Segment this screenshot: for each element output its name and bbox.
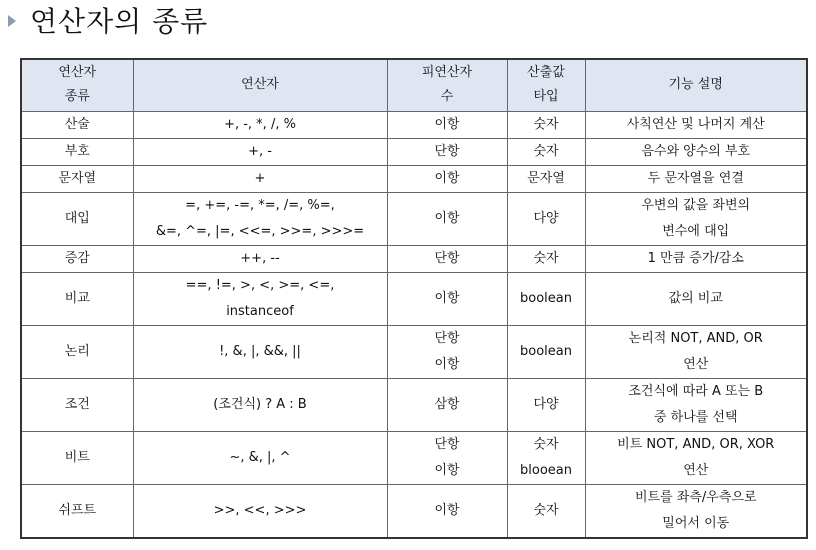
cell-description-text: 변수에 대입 <box>662 223 730 239</box>
cell-kind-text: 부호 <box>64 143 90 159</box>
cell-kind <box>21 165 133 192</box>
cell-kind-text: 비트 <box>64 449 90 465</box>
cell-result-type-text: 다양 <box>533 396 559 412</box>
cell-result-type-text: boolean <box>520 343 572 359</box>
cell-description <box>585 484 807 538</box>
cell-description <box>585 165 807 192</box>
cell-kind <box>21 484 133 538</box>
cell-operand-count-text: 이항 <box>434 462 460 478</box>
table-row <box>21 484 807 538</box>
cell-description-text: 두 문자열을 연결 <box>647 170 744 186</box>
cell-description-text: 밀어서 이동 <box>662 515 730 531</box>
table-row <box>21 192 807 245</box>
header-description: 기능 설명 <box>585 59 807 111</box>
cell-operand-count <box>387 192 507 245</box>
cell-kind-text: 비교 <box>64 290 90 306</box>
cell-result-type <box>507 484 585 538</box>
cell-kind <box>21 111 133 138</box>
cell-kind <box>21 378 133 431</box>
cell-result-type <box>507 325 585 378</box>
cell-result-type-text: 숫자 <box>533 116 559 132</box>
cell-operand-count <box>387 272 507 325</box>
cell-operand-count <box>387 138 507 165</box>
table-row <box>21 111 807 138</box>
cell-operand-count <box>387 325 507 378</box>
table-body <box>21 111 807 538</box>
cell-description <box>585 111 807 138</box>
cell-operators-text: =, +=, -=, *=, /=, %=, <box>185 197 335 213</box>
cell-operand-count-text: 이항 <box>434 210 460 226</box>
cell-result-type <box>507 111 585 138</box>
cell-operators-text: instanceof <box>226 303 294 319</box>
cell-result-type-text: blooean <box>520 462 572 478</box>
table-row <box>21 378 807 431</box>
cell-operators <box>133 192 387 245</box>
cell-operand-count <box>387 484 507 538</box>
cell-result-type <box>507 245 585 272</box>
cell-operators-text: !, &, |, &&, || <box>219 343 301 359</box>
cell-operators-text: + <box>254 170 266 186</box>
cell-operators-text: ~, &, |, ^ <box>229 449 291 465</box>
cell-operand-count-text: 단항 <box>434 436 460 452</box>
cell-operators-text: &=, ^=, |=, <<=, >>=, >>>= <box>155 223 365 239</box>
cell-kind-text: 대입 <box>64 210 90 226</box>
cell-operand-count-text: 삼항 <box>434 396 460 412</box>
cell-description <box>585 325 807 378</box>
cell-operators-text: ++, -- <box>240 250 280 266</box>
cell-operators <box>133 378 387 431</box>
cell-result-type-text: boolean <box>520 290 572 306</box>
cell-kind <box>21 431 133 484</box>
cell-result-type <box>507 431 585 484</box>
cell-result-type-text: 숫자 <box>533 502 559 518</box>
cell-description-text: 사칙연산 및 나머지 계산 <box>626 116 765 132</box>
cell-description-text: 논리적 NOT, AND, OR <box>628 330 763 346</box>
cell-result-type-text: 다양 <box>533 210 559 226</box>
cell-description-text: 음수와 양수의 부호 <box>641 143 751 159</box>
cell-operators <box>133 431 387 484</box>
cell-operand-count <box>387 111 507 138</box>
cell-operand-count-text: 단항 <box>434 143 460 159</box>
cell-description-text: 조건식에 따라 A 또는 B <box>628 383 764 399</box>
cell-description <box>585 378 807 431</box>
cell-operators-text: >>, <<, >>> <box>213 502 307 518</box>
cell-description-text: 비트를 좌측/우측으로 <box>634 489 757 505</box>
cell-operand-count-text: 이항 <box>434 170 460 186</box>
cell-description-text: 연산 <box>683 462 709 478</box>
table-row <box>21 272 807 325</box>
cell-description <box>585 272 807 325</box>
cell-result-type <box>507 138 585 165</box>
cell-description-text: 값의 비교 <box>668 290 723 306</box>
cell-result-type <box>507 192 585 245</box>
table-row <box>21 245 807 272</box>
cell-result-type <box>507 272 585 325</box>
cell-operand-count-text: 단항 <box>434 250 460 266</box>
table-row <box>21 431 807 484</box>
cell-kind <box>21 192 133 245</box>
cell-description <box>585 245 807 272</box>
cell-result-type-text: 숫자 <box>533 250 559 266</box>
table-row <box>21 325 807 378</box>
cell-kind <box>21 138 133 165</box>
triangle-bullet-icon <box>8 15 16 27</box>
cell-operand-count-text: 이항 <box>434 290 460 306</box>
cell-operand-count <box>387 245 507 272</box>
cell-result-type <box>507 378 585 431</box>
cell-operators <box>133 111 387 138</box>
cell-operators-text: +, - <box>248 143 272 159</box>
cell-operators-text: +, -, *, /, % <box>224 116 296 132</box>
cell-description-text: 비트 NOT, AND, OR, XOR <box>617 436 775 452</box>
cell-operand-count-text: 이항 <box>434 502 460 518</box>
cell-kind-text: 문자열 <box>58 170 97 186</box>
cell-operand-count-text: 이항 <box>434 356 460 372</box>
cell-kind <box>21 272 133 325</box>
cell-kind-text: 쉬프트 <box>58 502 97 518</box>
header-operators: 연산자 <box>133 59 387 111</box>
header-result-type: 산출값 타입 <box>507 59 585 111</box>
cell-description-text: 1 만큼 증가/감소 <box>647 250 744 266</box>
cell-operand-count <box>387 165 507 192</box>
cell-kind-text: 논리 <box>64 343 90 359</box>
cell-kind-text: 산술 <box>64 116 90 132</box>
cell-operators <box>133 138 387 165</box>
cell-kind-text: 증감 <box>64 250 90 266</box>
table-row <box>21 165 807 192</box>
page-title: 연산자의 종류 <box>30 5 209 38</box>
cell-result-type-text: 숫자 <box>533 143 559 159</box>
cell-operators <box>133 165 387 192</box>
cell-operand-count-text: 이항 <box>434 116 460 132</box>
cell-result-type-text: 숫자 <box>533 436 559 452</box>
page-heading <box>8 0 208 40</box>
cell-description-text: 중 하나를 선택 <box>653 409 738 425</box>
cell-operand-count <box>387 431 507 484</box>
cell-result-type <box>507 165 585 192</box>
cell-operand-count-text: 단항 <box>434 330 460 346</box>
table-header <box>21 59 807 111</box>
header-kind: 연산자 종류 <box>21 59 133 111</box>
operator-table <box>20 58 808 539</box>
cell-description <box>585 192 807 245</box>
cell-kind <box>21 325 133 378</box>
cell-description <box>585 138 807 165</box>
header-operand-count: 피연산자 수 <box>387 59 507 111</box>
cell-kind <box>21 245 133 272</box>
table-row <box>21 138 807 165</box>
cell-operators <box>133 325 387 378</box>
cell-operand-count <box>387 378 507 431</box>
cell-operators <box>133 484 387 538</box>
cell-operators-text: ==, !=, >, <, >=, <=, <box>185 277 335 293</box>
cell-description-text: 우변의 값을 좌변의 <box>641 197 751 213</box>
cell-operators <box>133 245 387 272</box>
cell-description <box>585 431 807 484</box>
cell-kind-text: 조건 <box>64 396 90 412</box>
cell-operators <box>133 272 387 325</box>
cell-description-text: 연산 <box>683 356 709 372</box>
cell-operators-text: (조건식) ? A : B <box>213 396 307 412</box>
cell-result-type-text: 문자열 <box>527 170 565 186</box>
